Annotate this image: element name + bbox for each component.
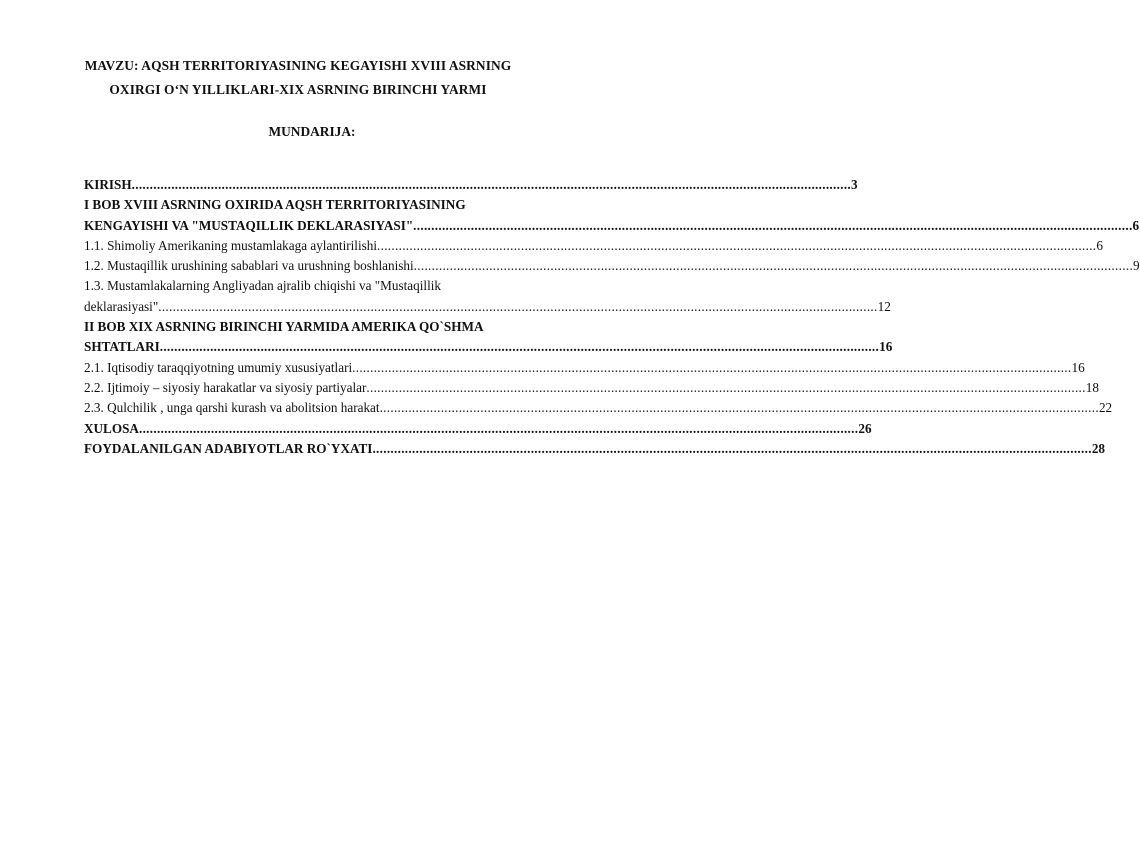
toc-entry-text: deklarasiyasi" (84, 298, 159, 314)
toc-dot-leader: ........................................................................................................................................................................................................ (413, 258, 1134, 274)
toc-dot-leader: ........................................................................................................................................................................................................ (158, 298, 878, 314)
toc-entry-text: FOYDALANILGAN ADABIYOTLAR RO`YXATI (84, 440, 373, 456)
toc-entry[interactable] (84, 400, 1113, 420)
toc-entry[interactable] (84, 197, 530, 217)
toc-page-number: 6 (1096, 237, 1103, 253)
toc-entry[interactable] (84, 359, 1085, 380)
toc-entry-text: KIRISH (84, 177, 132, 192)
toc-page-number: 9 (1133, 258, 1140, 274)
toc-dot-leader: ........................................................................................................................................................................................................ (372, 440, 1092, 456)
toc-page-number: 16 (1071, 359, 1085, 375)
contents-heading: MUNDARIJA: (268, 124, 356, 139)
document-title-line-2: OXIRGI O‘N YILLIKLARI-XIX ASRNING BIRINCHI YARMI (109, 82, 487, 97)
toc-page-number: 12 (877, 298, 891, 314)
toc-entry-text: 2.2. Ijtimoiy – siyosiy harakatlar va siyosiy partiyalar (84, 379, 367, 395)
toc-dot-leader: ........................................................................................................................................................................................................ (352, 359, 1072, 375)
toc-dot-leader: ........................................................................................................................................................................................................ (138, 420, 859, 436)
toc-entry[interactable] (84, 237, 1103, 258)
toc-page-number: 18 (1085, 379, 1099, 395)
toc-entry[interactable] (84, 217, 1140, 238)
toc-entry[interactable] (84, 420, 872, 441)
toc-page-number: 6 (1132, 217, 1140, 233)
toc-entry[interactable] (84, 339, 893, 359)
toc-entry-text: 2.1. Iqtisodiy taraqqiyotning umumiy xususiyatlari (84, 359, 353, 375)
toc-entry-text: 1.3. Mustamlakalarning Angliyadan ajralib chiqishi va "Mustaqillik (84, 278, 441, 294)
table-of-contents (84, 177, 1140, 461)
toc-page-number: 3 (851, 177, 858, 192)
toc-entry[interactable] (84, 440, 1105, 461)
toc-dot-leader: ........................................................................................................................................................................................................ (413, 217, 1133, 233)
toc-entry-text: KENGAYISHI VA "MUSTAQILLIK DEKLARASIYASI" (84, 217, 414, 233)
toc-entry-text: I BOB XVIII ASRNING OXIRIDA AQSH TERRITORIYASINING (84, 197, 466, 213)
toc-page-number: 22 (1098, 400, 1113, 416)
toc-entry-text: 1.2. Mustaqillik urushining sabablari va urushning boshlanishi (84, 258, 414, 274)
toc-entry[interactable] (84, 298, 891, 319)
toc-dot-leader: ........................................................................................................................................................................................................ (131, 177, 852, 192)
toc-entry[interactable] (84, 278, 530, 298)
toc-entry-text: 2.3. Qulchilik , unga qarshi kurash va abolitsion harakat (84, 400, 380, 416)
toc-entry[interactable] (84, 177, 858, 197)
document-title-line-1: MAVZU: AQSH TERRITORIYASINING KEGAYISHI XVIII ASRNING (84, 58, 512, 73)
toc-entry-text: XULOSA (84, 420, 139, 436)
toc-page-number: 28 (1091, 440, 1105, 456)
toc-dot-leader: ........................................................................................................................................................................................................ (159, 339, 880, 355)
toc-page-number: 26 (858, 420, 872, 436)
toc-entry-text: SHTATLARI (84, 339, 160, 355)
toc-dot-leader: ........................................................................................................................................................................................................ (377, 237, 1097, 253)
toc-entry[interactable] (84, 258, 1140, 278)
toc-dot-leader: ........................................................................................................................................................................................................ (366, 379, 1086, 395)
toc-page-number: 16 (879, 339, 893, 355)
toc-entry[interactable] (84, 319, 530, 339)
toc-entry[interactable] (84, 379, 1099, 400)
toc-entry-text: II BOB XIX ASRNING BIRINCHI YARMIDA AMERIKA QO`SHMA (84, 319, 484, 335)
toc-entry-text: 1.1. Shimoliy Amerikaning mustamlakaga aylantirilishi (84, 237, 378, 253)
toc-dot-leader: ........................................................................................................................................................................................................ (379, 400, 1099, 416)
